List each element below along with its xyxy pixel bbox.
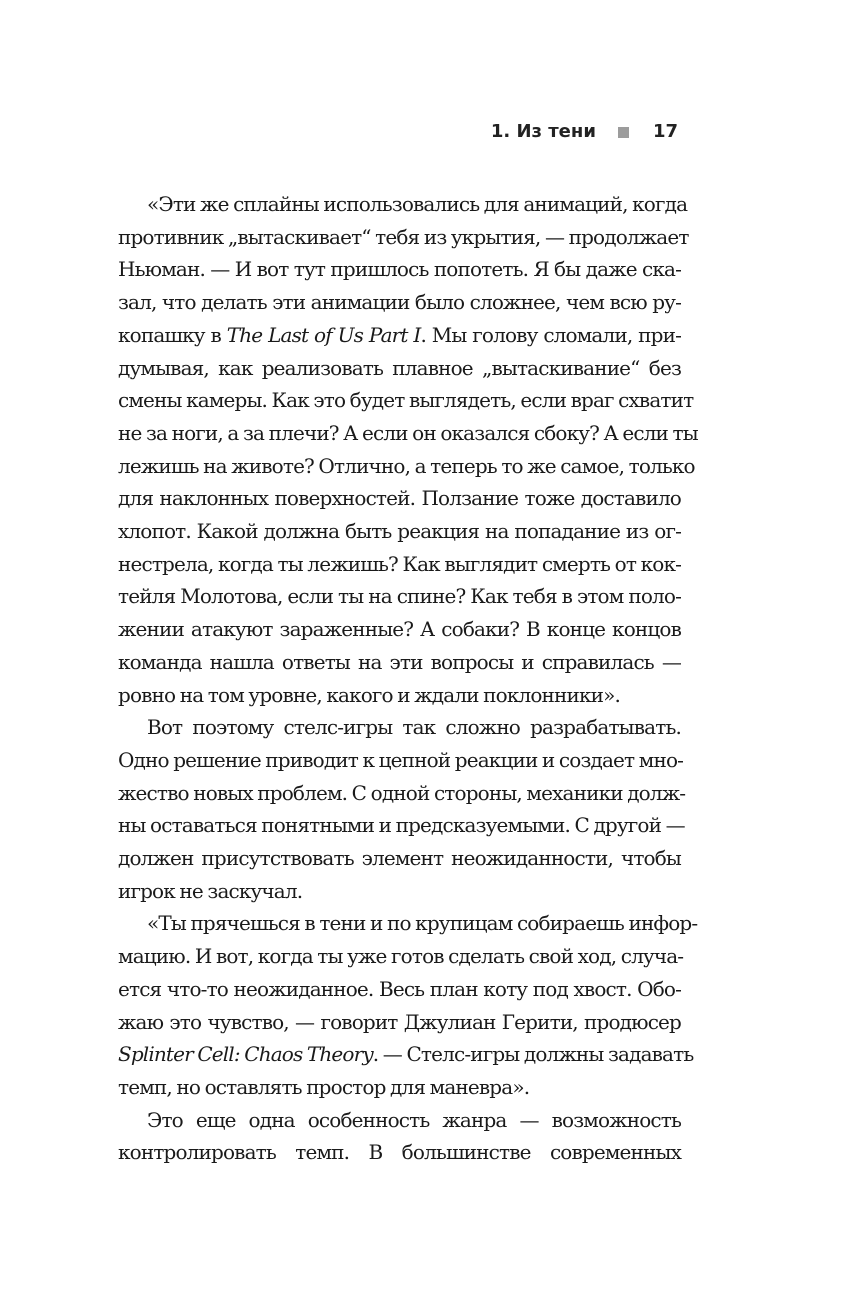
text-line [118, 253, 681, 286]
text-line [118, 809, 685, 842]
text-run: думывая, как реализовать плавное „вытаскивание“ без [118, 355, 681, 380]
text-line [118, 679, 681, 712]
italic-title: Splinter Cell: Chaos Theory [118, 1042, 373, 1067]
text-run: нестрела, когда ты лежишь? Как выглядит смерть от кок- [118, 551, 681, 576]
text-run: для наклонных поверхностей. Ползание тоже доставило [118, 486, 681, 511]
running-head [491, 118, 678, 146]
text-run: жаю это чувство, — говорит Джулиан Герити, продюсер [118, 1009, 681, 1034]
text-run: . — Стелс-игры должны задавать [372, 1042, 694, 1067]
text-line [118, 907, 698, 940]
text-run: Вот поэтому стелс-игры так сложно разрабатывать. [147, 715, 681, 740]
text-line [118, 973, 681, 1006]
paragraph [118, 711, 686, 907]
text-run: тейля Молотова, если ты на спине? Как тебя в этом поло- [118, 584, 681, 609]
text-line [118, 1006, 681, 1039]
text-run: «Эти же сплайны использовались для анимаций, когда [147, 192, 688, 216]
text-line [118, 580, 681, 613]
text-run: Одно решение приводит к цепной реакции и создает мно- [118, 747, 684, 772]
text-run: ны оставаться понятными и предсказуемыми. С другой — [118, 813, 685, 838]
text-line [118, 1071, 681, 1104]
text-line [118, 482, 681, 515]
text-run: не за ноги, а за плечи? А если он оказался сбоку? А если ты [118, 420, 698, 445]
text-line [118, 1104, 681, 1137]
text-run: . Мы голову сломали, при- [420, 322, 681, 347]
text-run: лежишь на животе? Отлично, а теперь то же самое, только [118, 453, 695, 478]
text-run: игрок не заскучал. [118, 878, 303, 903]
text-run: ется что-то неожиданное. Весь план коту под хвост. Обо- [118, 976, 681, 1001]
text-run: хлопот. Какой должна быть реакция на попадание из ог- [118, 519, 681, 544]
text-line [118, 842, 681, 875]
text-line [118, 319, 681, 352]
text-run: противник „вытаскивает“ тебя из укрытия, — продолжает [118, 224, 689, 249]
text-run: ровно на том уровне, какого и ждали поклонники». [118, 682, 621, 707]
text-run: Ньюман. — И вот тут пришлось попотеть. Я бы даже ска- [118, 257, 681, 282]
text-line [118, 515, 681, 548]
text-line [118, 646, 681, 679]
italic-title: The Last of Us Part I [226, 322, 421, 347]
text-run: мацию. И вот, когда ты уже готов сделать свой ход, случа- [118, 944, 684, 969]
text-run: Это еще одна особенность жанра — возможность [147, 1107, 681, 1132]
text-line [118, 1136, 681, 1169]
text-line [118, 1038, 694, 1071]
text-line [118, 744, 684, 777]
text-line [118, 548, 681, 581]
text-line [118, 940, 684, 973]
text-run: контролировать темп. В большинстве современных [118, 1140, 681, 1165]
text-line [118, 613, 681, 646]
text-line [118, 711, 681, 744]
text-line [118, 384, 694, 417]
paragraph [118, 188, 698, 711]
text-line [118, 286, 681, 319]
paragraph [118, 907, 698, 1103]
text-line [118, 875, 681, 908]
header-separator-square [618, 127, 629, 138]
text-line [118, 777, 686, 810]
text-line [118, 188, 688, 221]
body-text [118, 188, 698, 1169]
text-line [118, 221, 689, 254]
text-run: жении атакуют зараженные? А собаки? В конце концов [118, 617, 681, 642]
text-line [118, 352, 681, 385]
text-run: «Ты прячешься в тени и по крупицам собираешь инфор- [147, 911, 698, 936]
text-line [118, 450, 695, 483]
text-line [118, 417, 698, 450]
text-run: жество новых проблем. С одной стороны, механики долж- [118, 780, 686, 805]
chapter-title: 1. Из тени [490, 121, 596, 142]
text-run: темп, но оставлять простор для маневра». [118, 1074, 530, 1099]
page-number: 17 [652, 121, 678, 142]
text-run: команда нашла ответы на эти вопросы и справилась — [118, 649, 681, 674]
text-run: копашку в [118, 322, 227, 347]
text-run: должен присутствовать элемент неожиданности, чтобы [118, 846, 681, 871]
paragraph [118, 1104, 681, 1169]
text-run: смены камеры. Как это будет выглядеть, если враг схватит [118, 388, 694, 413]
text-run: зал, что делать эти анимации было сложнее, чем всю ру- [118, 290, 681, 315]
